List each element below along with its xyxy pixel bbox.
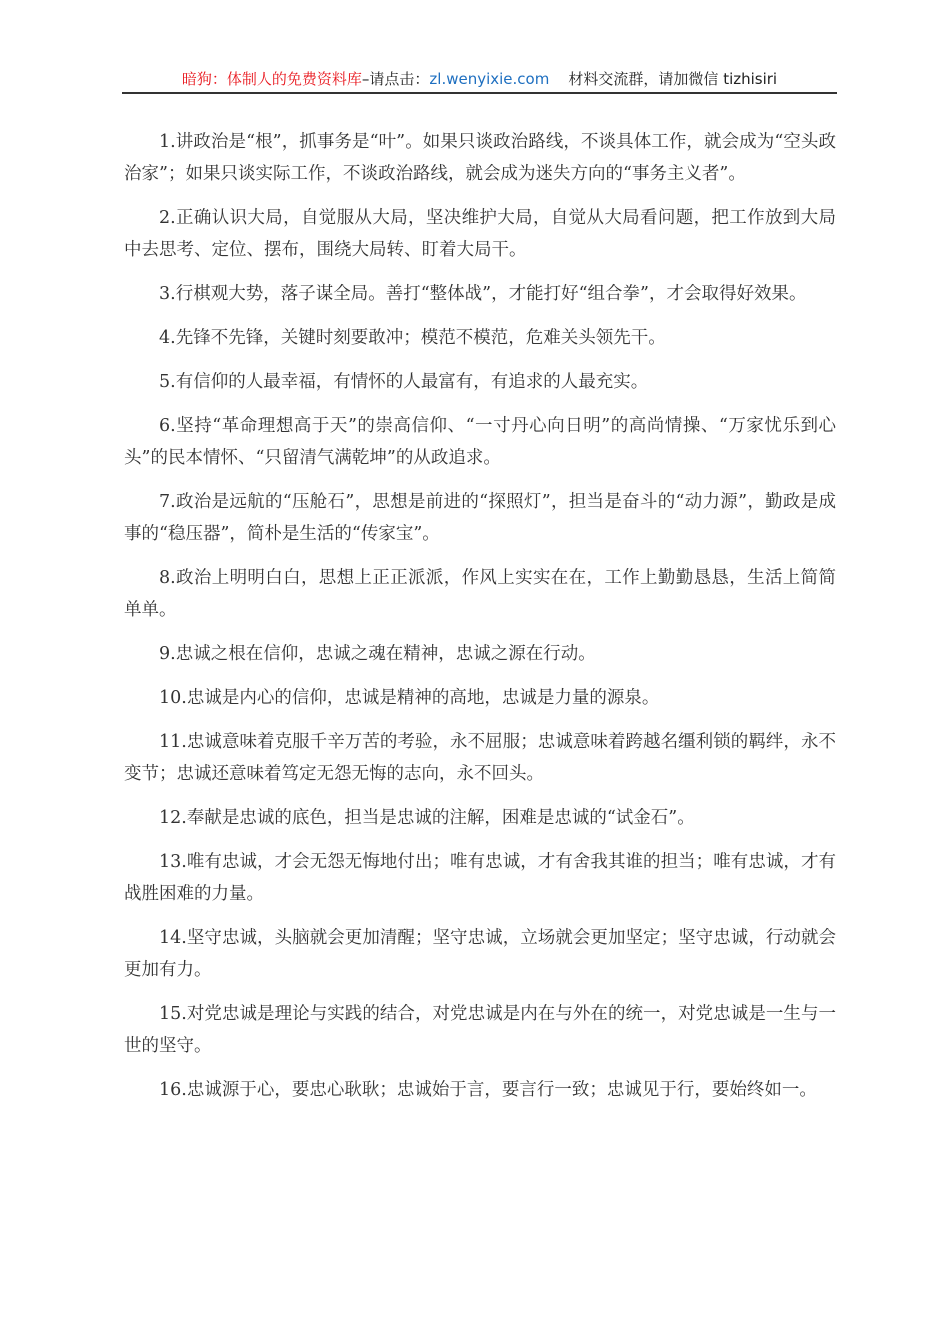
paragraph: 8.政治上明明白白，思想上正正派派，作风上实实在在，工作上勤勤恳恳，生活上简简单单。: [124, 568, 836, 620]
paragraph: 13.唯有忠诚，才会无怨无悔地付出；唯有忠诚，才有舍我其谁的担当；唯有忠诚，才有战胜困难的力量。: [124, 852, 836, 904]
paragraph: 11.忠诚意味着克服千辛万苦的考验，永不屈服；忠诚意味着跨越名缰利锁的羁绊，永不变节；忠诚还意味着笃定无怨无悔的志向，永不回头。: [124, 732, 836, 784]
paragraph: 1.讲政治是“根”，抓事务是“叶”。如果只谈政治路线，不谈具体工作，就会成为“空头政治家”；如果只谈实际工作，不谈政治路线，就会成为迷失方向的“事务主义者”。: [124, 132, 836, 184]
website-link[interactable]: zl.wenyixie.com: [429, 70, 550, 88]
brand-text: 暗狗：体制人的免费资料库: [181, 70, 362, 88]
paragraph: 16.忠诚源于心，要忠心耿耿；忠诚始于言，要言行一致；忠诚见于行，要始终如一。: [159, 1080, 817, 1100]
paragraph: 10.忠诚是内心的信仰，忠诚是精神的高地，忠诚是力量的源泉。: [159, 688, 660, 708]
page-header: [122, 68, 837, 94]
paragraph: 2.正确认识大局，自觉服从大局，坚决维护大局，自觉从大局看问题，把工作放到大局中去思考、定位、摆布，围绕大局转、盯着大局干。: [124, 208, 836, 260]
paragraph: 7.政治是远航的“压舱石”，思想是前进的“探照灯”，担当是奋斗的“动力源”，勤政是成事的“稳压器”，简朴是生活的“传家宝”。: [124, 492, 836, 544]
paragraph: 3.行棋观大势，落子谋全局。善打“整体战”，才能打好“组合拳”，才会取得好效果。: [159, 284, 807, 304]
paragraph: 4.先锋不先锋，关键时刻要敢冲；模范不模范，危难关头领先干。: [159, 328, 666, 348]
paragraph: 14.坚守忠诚，头脑就会更加清醒；坚守忠诚，立场就会更加坚定；坚守忠诚，行动就会更加有力。: [124, 928, 836, 980]
click-prompt: –请点击：: [361, 70, 430, 88]
paragraph: 5.有信仰的人最幸福，有情怀的人最富有，有追求的人最充实。: [159, 372, 649, 392]
paragraph: 12.奉献是忠诚的底色，担当是忠诚的注解，困难是忠诚的“试金石”。: [159, 808, 695, 828]
document-body: [124, 126, 836, 1118]
paragraph: 15.对党忠诚是理论与实践的结合，对党忠诚是内在与外在的统一，对党忠诚是一生与一世的坚守。: [124, 1004, 836, 1056]
paragraph: 6.坚持“革命理想高于天”的崇高信仰、“一寸丹心向日明”的高尚情操、“万家忧乐到心头”的民本情怀、“只留清气满乾坤”的从政追求。: [124, 416, 836, 468]
paragraph: 9.忠诚之根在信仰，忠诚之魂在精神，忠诚之源在行动。: [159, 644, 596, 664]
group-contact-text: 材料交流群，请加微信 tizhisiri: [568, 70, 778, 88]
